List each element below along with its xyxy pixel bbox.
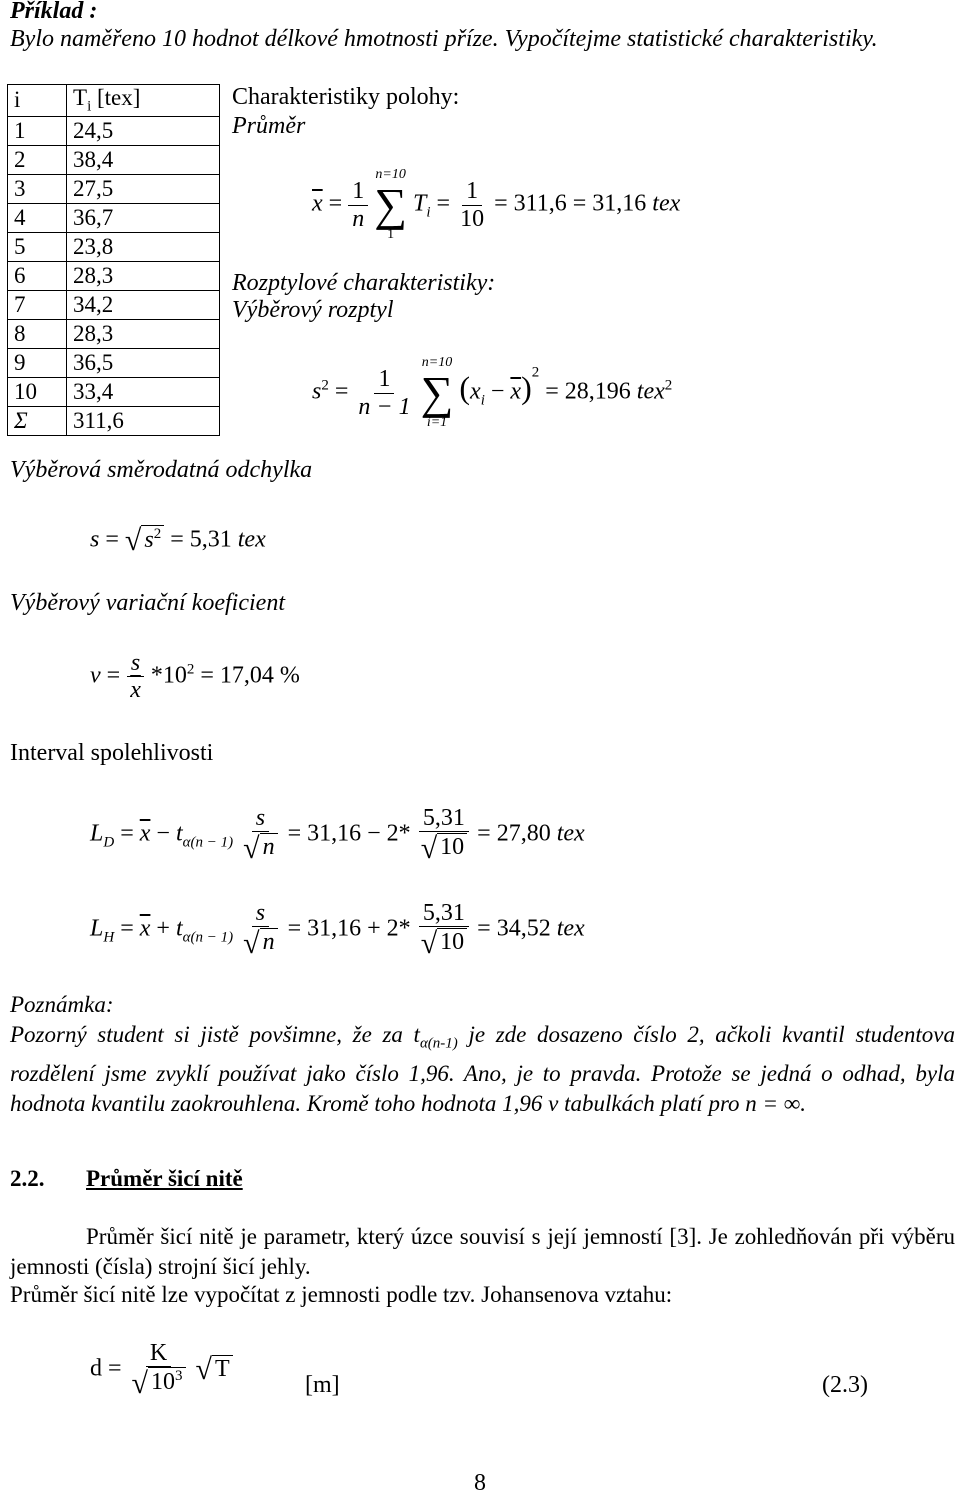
- example-intro: Bylo naměřeno 10 hodnot délkové hmotnosti příze. Vypočítejme statistické charakteristiky.: [10, 26, 878, 52]
- sqrt-icon: √: [243, 832, 260, 866]
- example-title: Příklad :: [10, 0, 98, 24]
- mean-term-sub: i: [426, 204, 431, 221]
- std-label: Výběrová směrodatná odchylka: [10, 457, 313, 483]
- sqrt-icon: √: [124, 524, 142, 557]
- header-t-sub: i: [87, 98, 92, 115]
- johansen-unit: [m]: [305, 1372, 340, 1398]
- mean-unit: tex: [652, 190, 681, 217]
- row-value: 24,5: [67, 116, 220, 145]
- sqrt-icon: √: [420, 927, 438, 961]
- table-row: [8, 232, 220, 261]
- section-p2: Průměr šicí nitě lze vypočítat z jemnosti podle tzv. Johansenova vztahu:: [10, 1282, 673, 1307]
- variance-lhs: s: [312, 378, 322, 405]
- table-row: [8, 116, 220, 145]
- cv-rhs: 17,04 %: [219, 662, 300, 689]
- std-unit: tex: [237, 526, 266, 553]
- upper-t-sub: α(n − 1): [182, 929, 234, 946]
- variance-label: Výběrový rozptyl: [232, 297, 394, 323]
- variance-frac: [354, 366, 414, 420]
- lower-num: s: [252, 805, 269, 832]
- lower-op: −: [156, 820, 170, 847]
- mean-den1: n: [352, 205, 365, 232]
- std-rad-exp: 2: [153, 525, 162, 542]
- johansen-den: [128, 1367, 190, 1400]
- note-text: [10, 1020, 955, 1119]
- mean-label: Průměr: [232, 113, 306, 139]
- johansen-ref: (2.3): [822, 1372, 868, 1398]
- lower-num2: 5,31: [419, 805, 469, 832]
- variance-mean: $\overline{x}$: [510, 378, 522, 405]
- variance-rhs: 28,196: [564, 378, 631, 405]
- cv-mult: *10: [150, 662, 187, 689]
- ci-label: Interval spolehlivosti: [10, 740, 214, 766]
- lower-den2-text: 10: [437, 833, 467, 860]
- row-index: 2: [8, 145, 67, 174]
- upper-x: $\overline{x}$: [139, 915, 151, 942]
- cv-mult-exp: 2: [186, 661, 195, 678]
- note-text-a: Pozorný student si jistě povšimne, že za t: [10, 1022, 420, 1047]
- section-number: 2.2.: [10, 1166, 45, 1191]
- table-row: [8, 261, 220, 290]
- data-table: [7, 84, 220, 436]
- lower-mid: 31,16 − 2*: [307, 820, 411, 847]
- upper-unit: tex: [556, 915, 585, 942]
- johansen-formula: d = $\frac{K}{√ 10^3}$ √ T: [90, 1340, 233, 1400]
- header-i: i: [8, 85, 67, 117]
- cv-den: x: [130, 677, 141, 704]
- lower-frac2: [417, 805, 471, 865]
- johansen-frac: [128, 1340, 190, 1400]
- variance-den: n − 1: [358, 393, 411, 420]
- mean-frac2: [456, 178, 488, 232]
- table-row: [8, 319, 220, 348]
- variance-upper: n=10: [421, 355, 453, 370]
- table-header-row: [8, 85, 220, 117]
- johansen-num: K: [146, 1340, 171, 1367]
- row-value: 38,4: [67, 145, 220, 174]
- row-index: 9: [8, 348, 67, 377]
- note-text-b: je zde dosazeno číslo 2, ačkoli kvantil studentova rozdělení jsme zvyklí používat jako číslo 1,96. Ano, je to pravda. Protože se jedná o odhad, byla hodnota kvantilu zaokrouhlena. Kromě toho hodnota 1,96 v tabulkách platí pro n = ∞.: [10, 1022, 955, 1116]
- variance-term: x: [470, 378, 481, 405]
- variance-formula: $s^2$ = $\frac{1}{n - 1}$ n=10 ∑ i=1 $(x_i - \overline{x})^2 = 28,196$ tex$^2$: [312, 355, 673, 430]
- row-value: 28,3: [67, 319, 220, 348]
- upper-num: s: [252, 900, 269, 927]
- mean-den2: 10: [460, 205, 485, 232]
- variance-lhs-exp: 2: [321, 377, 329, 394]
- upper-den2: [417, 927, 471, 960]
- upper-den: [239, 927, 281, 960]
- sqrt-icon: √: [243, 927, 260, 961]
- upper-den-text: n: [260, 928, 278, 955]
- sqrt-icon: √: [195, 1353, 212, 1387]
- mean-frac1: [348, 178, 368, 232]
- lower-t-sub: α(n − 1): [182, 834, 234, 851]
- note-text-sub: α(n-1): [419, 1035, 458, 1052]
- row-value: 27,5: [67, 174, 220, 203]
- upper-den2-text: 10: [437, 928, 467, 955]
- row-index: 7: [8, 290, 67, 319]
- mean-upper: n=10: [375, 167, 406, 182]
- row-index: 4: [8, 203, 67, 232]
- variance-term-sub: i: [480, 392, 485, 409]
- mean-lower: 1: [387, 227, 395, 242]
- cv-lhs: v: [90, 662, 101, 689]
- mean-formula: $\overline{x}$ = $\frac{1}{n}$ n=10 ∑ 1 $T_i$ = $\frac{1}{10}$ = 311,6 = 31,16 tex: [312, 167, 681, 242]
- row-index: 8: [8, 319, 67, 348]
- row-index: 6: [8, 261, 67, 290]
- lower-lhs-sub: D: [103, 834, 115, 851]
- johansen-rad: T: [212, 1355, 233, 1383]
- mean-term: T: [413, 190, 427, 217]
- variance-sum: [421, 356, 454, 430]
- upper-t: t: [175, 915, 183, 942]
- header-t-unit: [tex]: [96, 85, 141, 110]
- row-value: 36,5: [67, 348, 220, 377]
- sum-symbol: Σ: [8, 406, 67, 435]
- lower-t: t: [175, 820, 183, 847]
- table-row: [8, 290, 220, 319]
- johansen-den-box: [148, 1367, 186, 1395]
- header-t-symbol: T: [73, 85, 88, 110]
- mean-rhs: 311,6 = 31,16: [513, 190, 647, 217]
- table-row: [8, 377, 220, 406]
- cv-formula: v = $\frac{s}{x}$ $*10^2 = 17,04$ %: [90, 650, 300, 704]
- std-rad: s: [144, 526, 154, 553]
- cv-num: s: [127, 650, 144, 677]
- table-row: [8, 145, 220, 174]
- lower-frac: [239, 805, 281, 865]
- sqrt-icon: √: [131, 1367, 149, 1401]
- lower-den-text: n: [260, 833, 278, 860]
- variance-unit-exp: 2: [664, 377, 673, 394]
- mean-lhs: $\overline{x}$: [312, 190, 323, 217]
- johansen-den-text: 10: [151, 1369, 176, 1396]
- cv-frac: [126, 650, 145, 704]
- std-rhs: 5,31: [189, 526, 232, 553]
- sqrt-icon: √: [420, 832, 438, 866]
- row-index: 3: [8, 174, 67, 203]
- row-index: 10: [8, 377, 67, 406]
- row-value: 36,7: [67, 203, 220, 232]
- mean-num2: 1: [462, 178, 482, 205]
- upper-num2: 5,31: [419, 900, 469, 927]
- table-sum-row: [8, 406, 220, 435]
- upper-rhs: 34,52: [496, 915, 551, 942]
- upper-op: +: [156, 915, 170, 942]
- table-row: [8, 348, 220, 377]
- mean-sum: [374, 168, 407, 242]
- lower-lhs: L: [90, 820, 104, 847]
- upper-lhs-sub: H: [103, 929, 115, 946]
- page-number: 8: [474, 1470, 486, 1496]
- lower-unit: tex: [556, 820, 585, 847]
- lower-rhs: 27,80: [496, 820, 551, 847]
- lower-den2: [417, 832, 471, 865]
- mean-num1: 1: [348, 178, 368, 205]
- variance-exp: 2: [531, 364, 540, 381]
- cv-label: Výběrový variační koeficient: [10, 590, 285, 616]
- variance-lower: i=1: [426, 415, 448, 430]
- location-heading: Charakteristiky polohy:: [232, 84, 460, 110]
- std-lhs: s: [90, 526, 100, 553]
- section-title: Průměr šicí nitě: [86, 1166, 243, 1191]
- row-index: 5: [8, 232, 67, 261]
- upper-lhs: L: [90, 915, 104, 942]
- upper-frac2: [417, 900, 471, 960]
- sum-sign-icon: ∑: [374, 179, 407, 230]
- sum-sign-icon: ∑: [420, 367, 454, 418]
- table-row: [8, 174, 220, 203]
- note-heading: Poznámka:: [10, 992, 114, 1017]
- variance-unit: tex: [636, 378, 665, 405]
- lower-x: $\overline{x}$: [139, 820, 151, 847]
- table-row: [8, 203, 220, 232]
- row-value: 33,4: [67, 377, 220, 406]
- row-index: 1: [8, 116, 67, 145]
- row-value: 34,2: [67, 290, 220, 319]
- ci-upper-formula: $L_H = \overline{x} + t_{\alpha(n - 1)}$ $\frac{s}{√ n}$ = 31,16 + 2* $\frac{5,31}{√ 10}$ = 34,52 tex: [90, 900, 585, 961]
- sum-value: 311,6: [67, 406, 220, 435]
- johansen-den-exp: 3: [175, 1368, 183, 1385]
- section-p1: Průměr šicí nitě je parametr, který úzce souvisí s její jemností [3]. Je zohledňován při výběru jemnosti (čísla) strojní šicí jehly.: [10, 1224, 955, 1279]
- header-t: [67, 85, 220, 117]
- upper-mid: 31,16 + 2*: [307, 915, 411, 942]
- ci-lower-formula: $L_D = \overline{x} - t_{\alpha(n - 1)}$ $\frac{s}{√ n}$ = 31,16 − 2* $\frac{5,31}{√ 10}$ = 27,80 tex: [90, 805, 585, 866]
- std-formula: s = √ $s^2 = 5,31$ tex: [90, 524, 266, 557]
- lower-den: [239, 832, 281, 865]
- dispersion-heading: Rozptylové charakteristiky:: [232, 270, 496, 296]
- row-value: 28,3: [67, 261, 220, 290]
- variance-num: 1: [374, 366, 394, 393]
- johansen-lhs: d: [90, 1355, 102, 1382]
- std-radicand: [141, 525, 164, 554]
- row-value: 23,8: [67, 232, 220, 261]
- upper-frac: [239, 900, 281, 960]
